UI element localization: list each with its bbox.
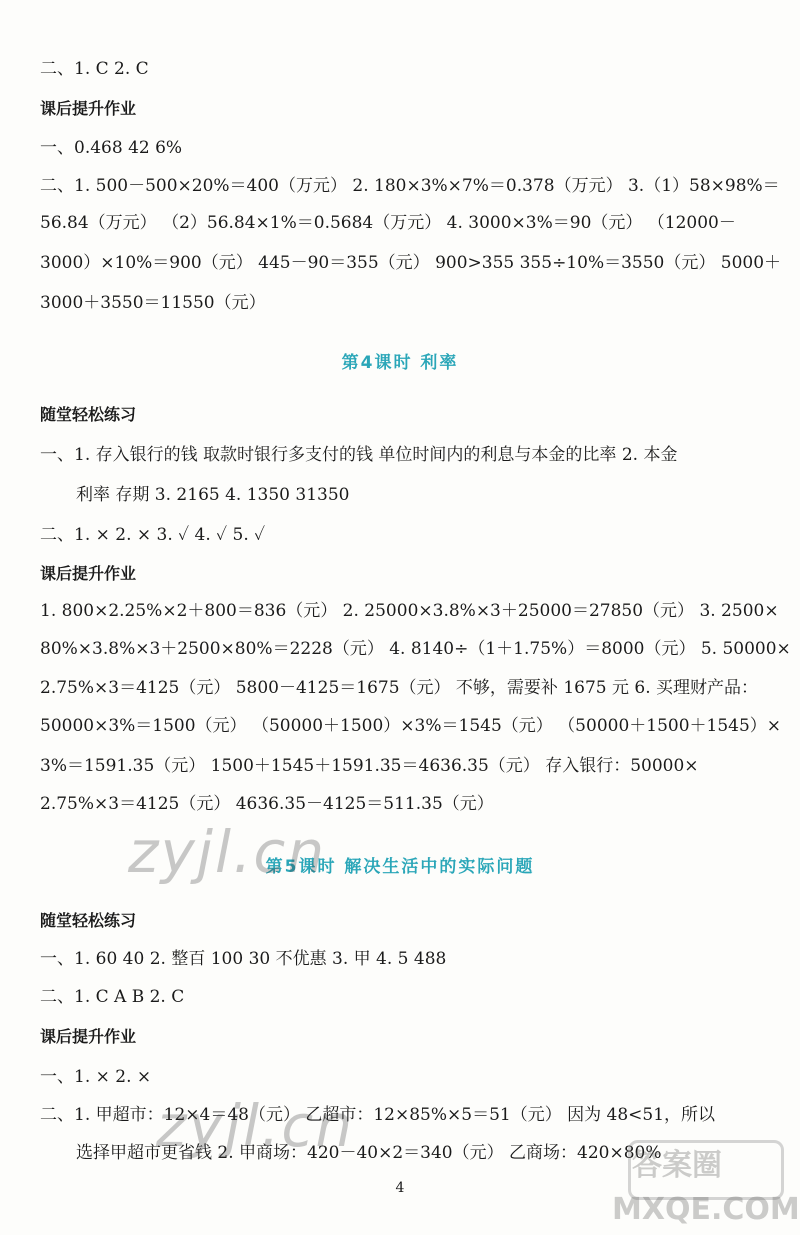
answer-line: 一、1. 存入银行的钱 取款时银行多支付的钱 单位时间内的利息与本金的比率 2. 本金 <box>40 445 678 465</box>
subsection-heading: 随堂轻松练习 <box>40 911 137 930</box>
answer-line: 二、1. × 2. × 3. ✓ 4. ✓ 5. ✓ <box>40 525 266 545</box>
answer-line: 50000×3%＝1500（元） （50000＋1500）×3%＝1545（元） （50000＋1500＋1545）× <box>40 716 782 736</box>
answer-line: 一、0.468 42 6% <box>40 138 183 158</box>
subsection-heading: 随堂轻松练习 <box>40 405 137 424</box>
answer-line: 二、1. 500－500×20%＝400（万元） 2. 180×3%×7%＝0.378（万元） 3.（1）58×98%＝ <box>40 176 780 196</box>
answer-line: 二、1. C 2. C <box>40 59 149 79</box>
watermark: zyjl.cn <box>128 818 327 886</box>
subsection-heading: 课后提升作业 <box>40 564 137 583</box>
answer-line: 二、1. 甲超市：12×4＝48（元） 乙超市：12×85%×5＝51（元） 因为 48<51，所以 <box>40 1105 716 1125</box>
answer-line: 利率 存期 3. 2165 4. 1350 31350 <box>76 485 350 505</box>
watermark: zyjl.cn <box>156 1092 355 1160</box>
subsection-heading: 课后提升作业 <box>40 1027 137 1046</box>
answer-line: 3000）×10%＝900（元） 445－90＝355（元） 900>355 355÷10%＝3550（元） 5000＋ <box>40 253 782 273</box>
watermark: MXQE.COM <box>612 1192 800 1227</box>
answer-line: 3000＋3550＝11550（元） <box>40 293 266 313</box>
answer-line: 1. 800×2.25%×2＋800＝836（元） 2. 25000×3.8%×3＋25000＝27850（元） 3. 2500× <box>40 601 779 621</box>
answer-line: 56.84（万元） （2）56.84×1%＝0.5684（万元） 4. 3000×3%＝90（元） （12000－ <box>40 213 736 233</box>
section-title: 第4课时 利率 <box>341 353 459 373</box>
answer-line: 二、1. C A B 2. C <box>40 987 185 1007</box>
answer-line: 80%×3.8%×3＋2500×80%＝2228（元） 4. 8140÷（1＋1.75%）＝8000（元） 5. 50000× <box>40 639 791 659</box>
answer-line: 一、1. 60 40 2. 整百 100 30 不优惠 3. 甲 4. 5 488 <box>40 949 447 969</box>
page-number: 4 <box>395 1180 405 1196</box>
subsection-heading: 课后提升作业 <box>40 99 137 118</box>
answer-line: 选择甲超市更省钱 2. 甲商场：420－40×2＝340（元） 乙商场：420×80% <box>76 1143 662 1163</box>
watermark: 答案圈 <box>632 1148 722 1183</box>
answer-line: 3%＝1591.35（元） 1500＋1545＋1591.35＝4636.35（元） 存入银行：50000× <box>40 756 699 776</box>
answer-line: 2.75%×3＝4125（元） 5800－4125＝1675（元） 不够，需要补 1675 元 6. 买理财产品： <box>40 678 759 698</box>
answer-line: 2.75%×3＝4125（元） 4636.35－4125＝511.35（元） <box>40 794 494 814</box>
answer-line: 一、1. × 2. × <box>40 1067 152 1087</box>
section-title: 第5课时 解决生活中的实际问题 <box>265 857 535 877</box>
